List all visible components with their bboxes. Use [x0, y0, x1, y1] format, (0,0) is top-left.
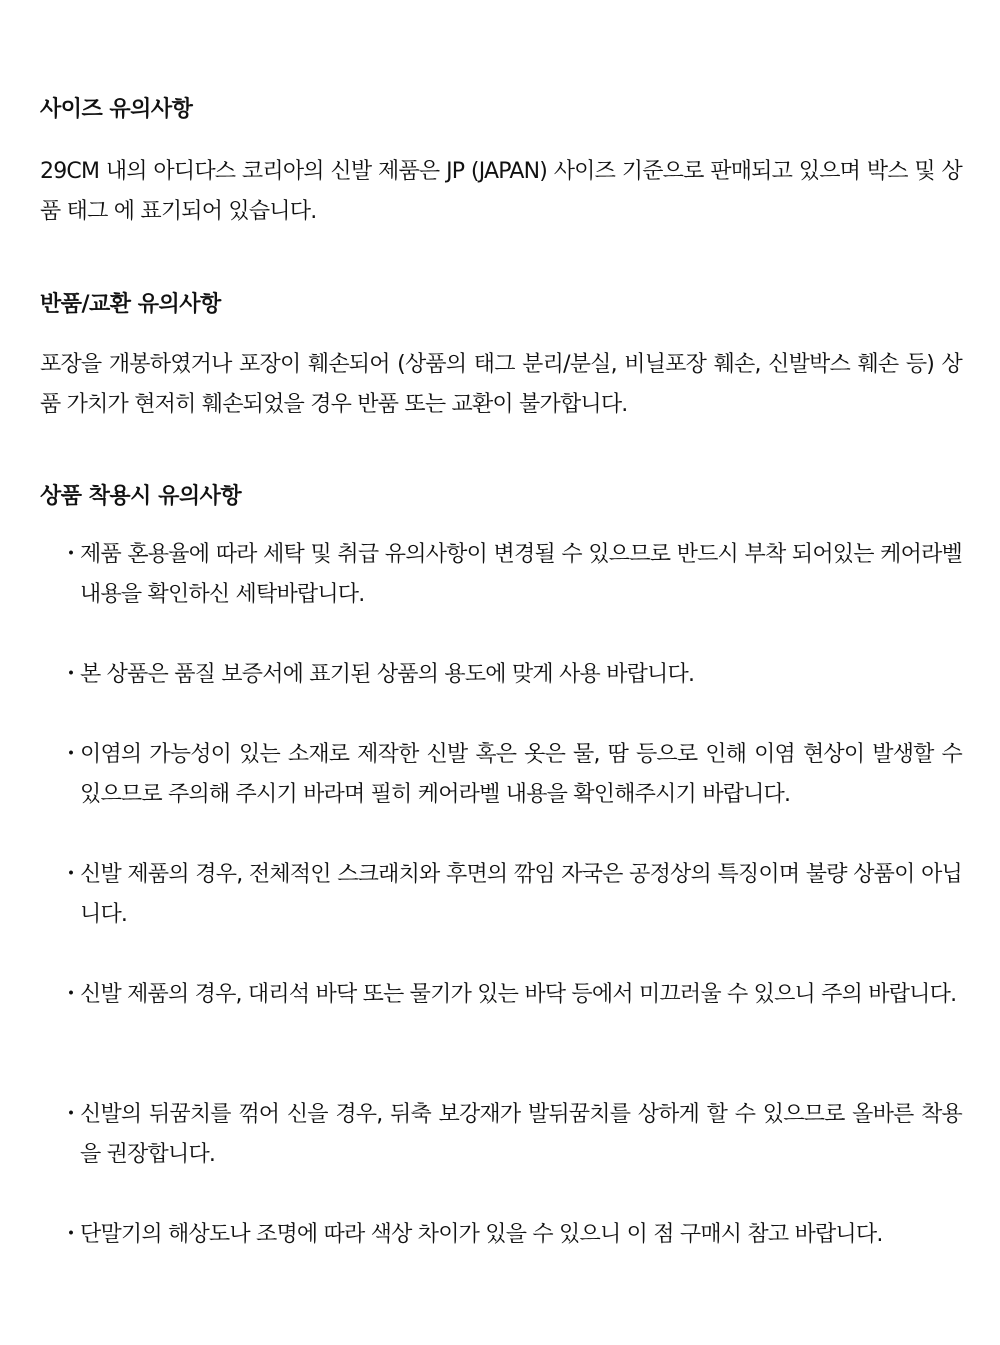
return-notice-title: 반품/교환 유의사항 [40, 292, 221, 317]
wear-notice-title: 상품 착용시 유의사항 [40, 484, 242, 509]
list-item-text: 본 상품은 품질 보증서에 표기된 상품의 용도에 맞게 사용 바랍니다. [80, 662, 695, 687]
list-item [60, 975, 962, 1015]
list-item-text: 단말기의 해상도나 조명에 따라 색상 차이가 있을 수 있으니 이 점 구매시 참고 바랍니다. [80, 1222, 883, 1247]
bullet-icon: ・ [60, 542, 82, 567]
return-notice-text: 포장을 개봉하였거나 포장이 훼손되어 (상품의 태그 분리/분실, 비닐포장 훼손, 신발박스 훼손 등) 상품 가치가 현저히 훼손되었을 경우 반품 또는 교환이 불가합니다. [40, 352, 962, 417]
list-item [60, 1215, 962, 1255]
list-item [60, 535, 962, 615]
list-item [60, 655, 962, 695]
list-item-text: 제품 혼용율에 따라 세탁 및 취급 유의사항이 변경될 수 있으므로 반드시 부착 되어있는 케어라벨 내용을 확인하신 세탁바랍니다. [80, 542, 962, 607]
list-item-text: 신발 제품의 경우, 전체적인 스크래치와 후면의 깎임 자국은 공정상의 특징이며 불량 상품이 아닙니다. [80, 862, 962, 927]
bullet-icon: ・ [60, 862, 82, 887]
bullet-icon: ・ [60, 1222, 82, 1247]
list-item [60, 735, 962, 815]
bullet-icon: ・ [60, 982, 82, 1007]
list-item [60, 855, 962, 935]
bullet-icon: ・ [60, 1102, 82, 1127]
list-item-text: 이염의 가능성이 있는 소재로 제작한 신발 혹은 옷은 물, 땀 등으로 인해 이염 현상이 발생할 수 있으므로 주의해 주시기 바라며 필히 케어라벨 내용을 확인해주시기 바랍니다. [80, 742, 962, 807]
list-item-text: 신발의 뒤꿈치를 꺾어 신을 경우, 뒤축 보강재가 발뒤꿈치를 상하게 할 수 있으므로 올바른 착용을 권장합니다. [80, 1102, 962, 1167]
list-item [60, 1095, 962, 1175]
size-notice-text: 29CM 내의 아디다스 코리아의 신발 제품은 JP (JAPAN) 사이즈 기준으로 판매되고 있으며 박스 및 상품 태그 에 표기되어 있습니다. [40, 159, 962, 224]
size-notice-title: 사이즈 유의사항 [40, 97, 193, 122]
bullet-icon: ・ [60, 742, 82, 767]
list-item-text: 신발 제품의 경우, 대리석 바닥 또는 물기가 있는 바닥 등에서 미끄러울 수 있으니 주의 바랍니다. [80, 982, 957, 1007]
bullet-icon: ・ [60, 662, 82, 687]
